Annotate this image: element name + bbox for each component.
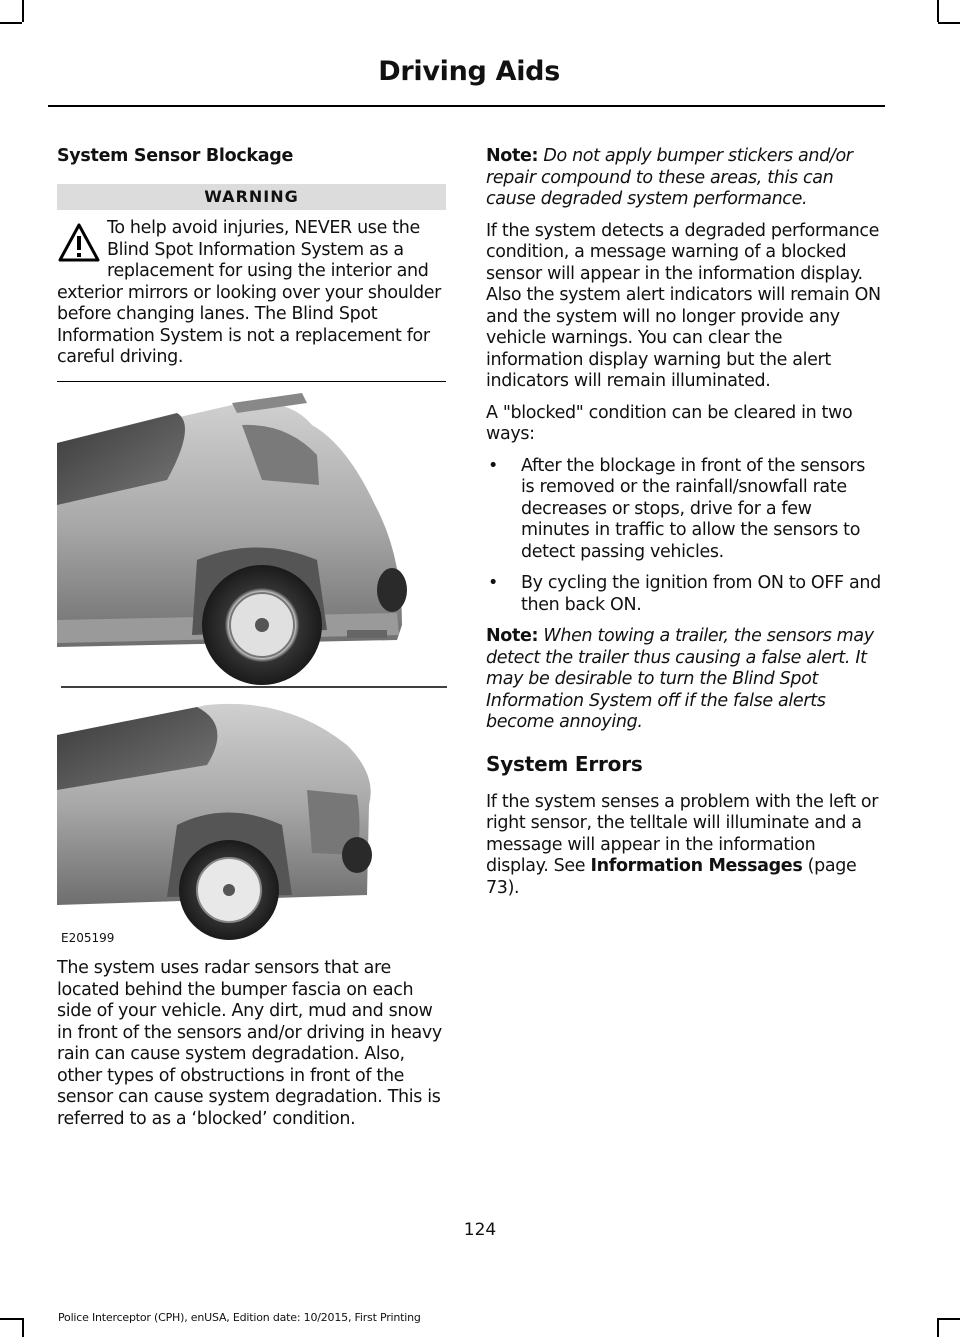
- vehicle-illustration: [57, 385, 447, 945]
- subheading: System Sensor Blockage: [57, 146, 294, 166]
- warning-rule: [57, 381, 446, 383]
- crop-mark: [937, 1318, 939, 1337]
- sensor-location-figure: [57, 385, 447, 945]
- cross-reference-link[interactable]: Information Messages: [590, 856, 803, 876]
- warning-box: [57, 184, 446, 382]
- warning-body: [57, 218, 446, 369]
- paragraph: The system uses radar sensors that are located behind the bumper fascia on each side of your vehicle. Any dirt, mud and snow in front of the sensors and/or driving in heavy rain can cause system degradation. Also, other types of obstructions in front of the sensor can cause system degradation. This is referred to as a ‘blocked’ condition.: [57, 958, 442, 1129]
- crop-mark: [0, 1318, 22, 1320]
- note-body: Do not apply bumper stickers and/or repair compound to these areas, this can cause degraded system performance.: [486, 146, 853, 209]
- bullet-list: [486, 456, 881, 617]
- section-heading: System Errors: [486, 751, 643, 776]
- paragraph: If the system detects a degraded performance condition, a message warning of a blocked sensor will appear in the information display. Also the system alert indicators will remain ON and the system will no longer provide any vehicle warnings. You can clear the information display warning but the alert indicators will remain illuminated.: [486, 220, 881, 391]
- page-title: Driving Aids: [378, 56, 560, 87]
- paragraph: [486, 792, 881, 900]
- note: [486, 626, 881, 734]
- list-item: • After the blockage in front of the sensors is removed or the rainfall/snowfall rate decreases or stops, drive for a few minutes in traffic to allow the sensors to detect passing vehicles.: [486, 456, 881, 564]
- figure-label: E205199: [61, 931, 115, 945]
- note: [486, 146, 881, 211]
- paragraph: A "blocked" condition can be cleared in two ways:: [486, 402, 853, 444]
- note-lead: Note:: [486, 626, 539, 646]
- crop-mark: [937, 0, 939, 22]
- sedan-illustration: [57, 704, 372, 940]
- list-item: • By cycling the ignition from ON to OFF and then back ON.: [486, 573, 881, 616]
- page-number: 124: [463, 1220, 497, 1240]
- crop-mark: [22, 1318, 24, 1337]
- crop-mark: [22, 0, 24, 22]
- warning-text: To help avoid injuries, NEVER use the Blind Spot Information System as a replacement for using the interior and exterior mirrors or looking over your shoulder before changing lanes. The Blind Spot Information System is not a replacement for careful driving.: [57, 218, 441, 367]
- crop-mark: [938, 1318, 960, 1320]
- crop-mark: [0, 22, 22, 24]
- paragraph-text: If the system senses a problem with the left or right sensor, the telltale will illuminate and a message will appear in the information display. See: [486, 791, 879, 876]
- note-lead: Note:: [486, 146, 539, 166]
- warning-triangle-icon: [57, 222, 101, 264]
- right-column: [486, 146, 881, 909]
- footer-text: Police Interceptor (CPH), enUSA, Edition date: 10/2015, First Printing: [58, 1311, 421, 1324]
- warning-label: WARNING: [57, 184, 446, 210]
- page-reference: (page 73).: [486, 856, 857, 898]
- suv-illustration: [57, 393, 407, 685]
- crop-mark: [938, 22, 960, 24]
- left-column-bottom: [57, 958, 446, 1140]
- title-rule: [48, 105, 885, 107]
- note-body: When towing a trailer, the sensors may detect the trailer thus causing a false alert. It may be desirable to turn the Blind Spot Information System off if the false alerts become annoying.: [486, 626, 874, 732]
- left-column: [57, 146, 446, 382]
